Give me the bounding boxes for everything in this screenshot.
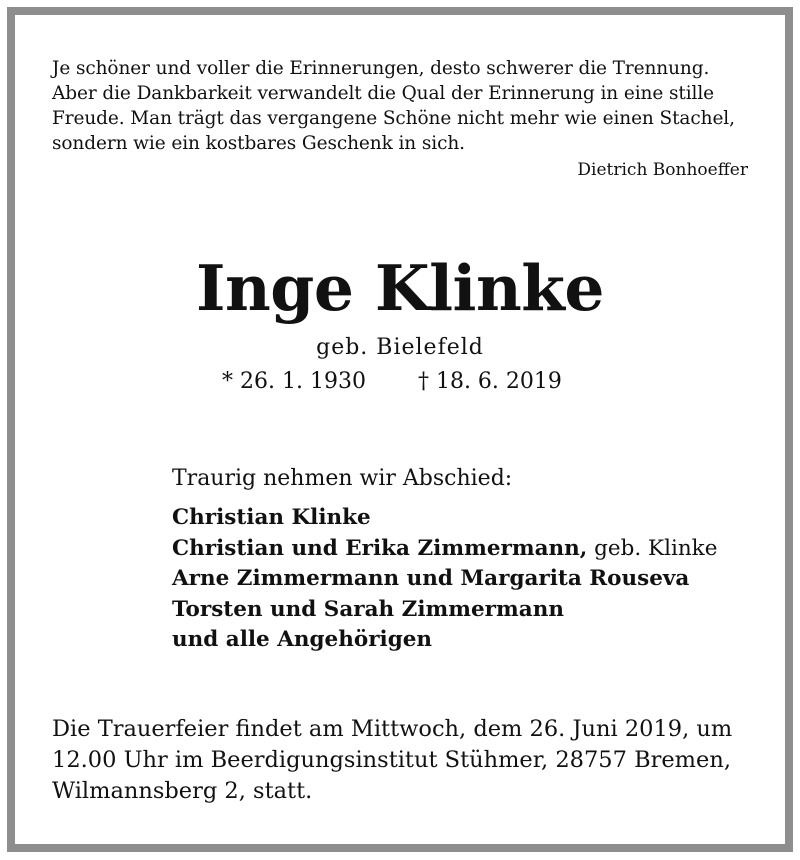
- quote-line: Aber die Dankbarkeit verwandelt die Qual der Erinnerung in eine stille: [52, 83, 714, 104]
- mourner-name: [172, 534, 717, 565]
- quote-line: sondern wie ein kostbares Geschenk in sich.: [52, 133, 465, 154]
- mourners-list: [172, 503, 717, 656]
- funeral-service-notice: [52, 714, 757, 807]
- mourner-name-text: Christian und Erika Zimmermann,: [172, 535, 588, 561]
- mourner-name: Arne Zimmermann und Margarita Rouseva: [172, 566, 690, 591]
- mourner-maiden-suffix: geb. Klinke: [587, 535, 718, 561]
- service-line: Die Trauerfeier findet am Mittwoch, dem 26. Juni 2019, um: [52, 716, 733, 742]
- quote-author: Dietrich Bonhoeffer: [577, 160, 748, 180]
- quote-line: Je schöner und voller die Erinnerungen, desto schwerer die Trennung.: [52, 58, 710, 79]
- mourners-title: Traurig nehmen wir Abschied:: [172, 466, 513, 491]
- life-dates: [222, 369, 562, 394]
- quote-block: [52, 56, 752, 156]
- mourner-name: und alle Angehörigen: [172, 627, 433, 652]
- quote-line: Freude. Man trägt das vergangene Schöne nicht mehr wie einen Stachel,: [52, 108, 735, 129]
- birth-date: * 26. 1. 1930: [222, 369, 366, 394]
- mourner-name: Christian Klinke: [172, 505, 371, 530]
- service-line: 12.00 Uhr im Beerdigungsinstitut Stühmer, 28757 Bremen,: [52, 747, 731, 773]
- service-line: Wilmannsberg 2, statt.: [52, 778, 313, 804]
- death-date: † 18. 6. 2019: [417, 369, 562, 394]
- maiden-name: geb. Bielefeld: [316, 335, 484, 360]
- mourner-name: Torsten und Sarah Zimmermann: [172, 596, 564, 622]
- deceased-name: Inge Klinke: [196, 251, 604, 325]
